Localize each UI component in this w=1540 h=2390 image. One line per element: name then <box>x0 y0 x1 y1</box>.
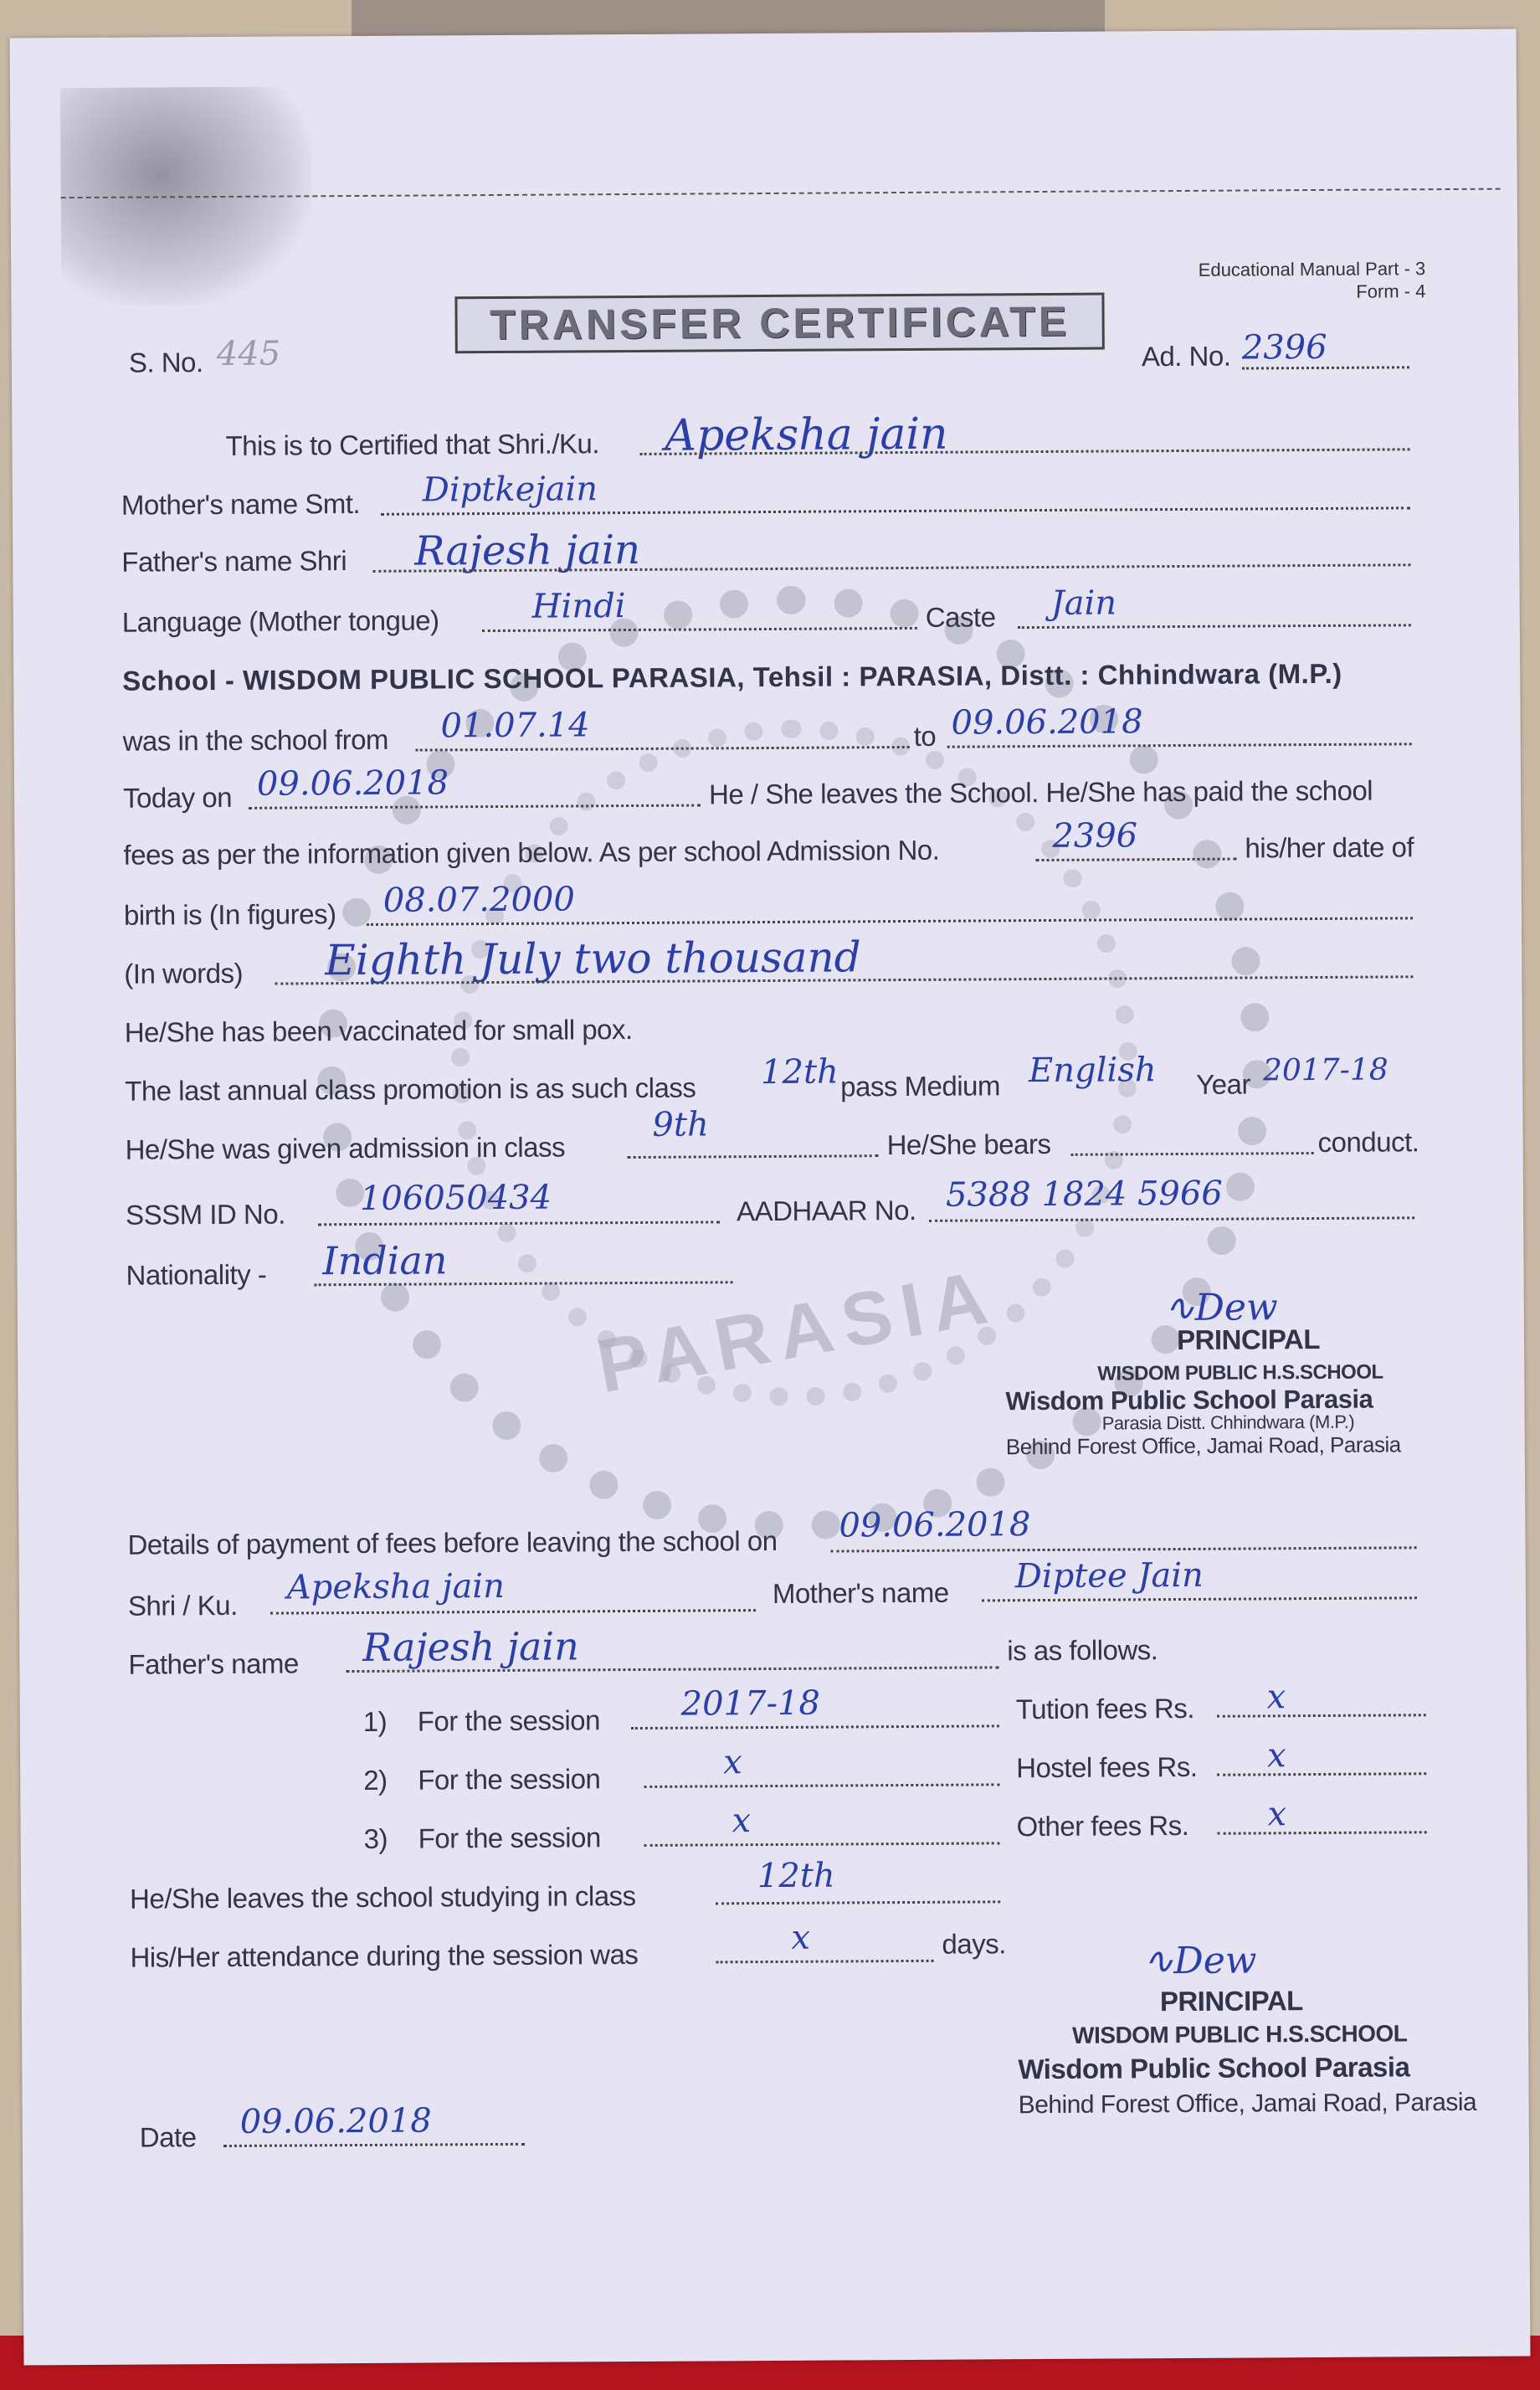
fees-row-num: 2) <box>363 1764 388 1796</box>
today-value: 09.06.2018 <box>256 763 449 804</box>
school-address-1b: Behind Forest Office, Jamai Road, Parasia <box>1005 1431 1401 1460</box>
fees-father-label: Father's name <box>128 1647 299 1680</box>
aadhaar-label: AADHAAR No. <box>736 1194 916 1227</box>
year-value: 2017-18 <box>1262 1052 1389 1088</box>
adno-dots <box>1242 366 1409 369</box>
school-stamp-text-2: WISDOM PUBLIC H.S.SCHOOL <box>1072 2020 1408 2048</box>
fees-row-fee-value: x <box>1267 1795 1287 1834</box>
attendance-dots <box>716 1960 934 1964</box>
nationality-value: Indian <box>322 1237 448 1284</box>
fees-row-session-dots <box>644 1842 1000 1847</box>
medium-value: English <box>1028 1051 1157 1091</box>
principal-title-1: PRINCIPAL <box>1176 1323 1321 1356</box>
words-label: (In words) <box>124 957 244 989</box>
aadhaar-value: 5388 1824 5966 <box>945 1174 1223 1215</box>
language-label: Language (Mother tongue) <box>121 604 439 638</box>
certificate-title: TRANSFER CERTIFICATE <box>454 293 1104 354</box>
date-label: Date <box>139 2121 197 2153</box>
school-name-2: Wisdom Public School Parasia <box>1018 2051 1410 2085</box>
attendance-label: His/Her attendance during the session was <box>130 1938 639 1973</box>
shri-value: Apeksha jain <box>286 1566 506 1607</box>
admitted-class: 9th <box>652 1105 709 1144</box>
caste-dots <box>1018 624 1411 629</box>
fees-father-value: Rajesh jain <box>362 1623 579 1670</box>
date-dots <box>223 2143 525 2147</box>
conduct-label: conduct. <box>1317 1126 1419 1158</box>
school-line: School - WISDOM PUBLIC SCHOOL PARASIA, Tehsil : PARASIA, Distt. : Chhindwara (M.P.) <box>122 657 1342 696</box>
school-stamp-text-1: WISDOM PUBLIC H.S.SCHOOL <box>1097 1360 1383 1385</box>
mother-name: Diptkejain <box>422 470 598 510</box>
birth-figures: 08.07.2000 <box>382 880 575 920</box>
fees-row-session-value: x <box>732 1801 752 1841</box>
fees-row-fee-label: Hostel fees Rs. <box>1016 1750 1198 1784</box>
promotion-class: 12th <box>760 1052 839 1092</box>
fees-row-fee-value: x <box>1266 1736 1286 1776</box>
fees-row-fee-value: x <box>1266 1678 1286 1717</box>
from-value: 01.07.14 <box>440 706 590 746</box>
caste-label: Caste <box>925 601 996 633</box>
birth-label: birth is (In figures) <box>123 898 336 931</box>
studying-dots <box>716 1900 1000 1904</box>
fees-mother-value: Diptee Jain <box>1014 1555 1204 1596</box>
today-label: Today on <box>122 781 233 814</box>
admitted-label: He/She was given admission in class <box>125 1131 566 1165</box>
studying-value: 12th <box>757 1856 835 1896</box>
fees-details-label: Details of payment of fees before leaving the school on <box>127 1524 778 1560</box>
from-label: was in the school from <box>122 723 389 757</box>
fees-row-num: 3) <box>363 1822 388 1854</box>
fees-row-session-label: For the session <box>417 1704 601 1737</box>
father-name: Rajesh jain <box>414 526 641 575</box>
sno-label: S. No. <box>128 347 203 378</box>
certificate-sheet <box>10 29 1531 2366</box>
school-address-2: Behind Forest Office, Jamai Road, Parasia <box>1018 2088 1477 2120</box>
principal-signature-1: ∿Dew <box>1163 1286 1278 1330</box>
to-value: 09.06.2018 <box>951 702 1143 743</box>
adno-value: 2396 <box>1241 327 1327 367</box>
fees-row-session-value: 2017-18 <box>680 1683 821 1724</box>
student-name: Apeksha jain <box>665 409 948 461</box>
school-name-1: Wisdom Public School Parasia <box>1005 1384 1373 1416</box>
manual-line2: Form - 4 <box>1356 280 1426 302</box>
date-value: 09.06.2018 <box>239 2101 432 2141</box>
school-address-1: Parasia Distt. Chhindwara (M.P.) <box>1101 1411 1355 1434</box>
sssm-label: SSSM ID No. <box>126 1198 285 1231</box>
adno-label: Ad. No. <box>1141 340 1231 373</box>
fees-row-fee-dots <box>1218 1831 1427 1835</box>
shri-dots <box>270 1609 756 1615</box>
birth-words: Eighth July two thousand <box>325 933 861 985</box>
to-label: to <box>913 720 937 752</box>
year-label: Year <box>1196 1068 1250 1100</box>
manual-reference <box>1091 257 1425 304</box>
fees-row-fee-label: Other fees Rs. <box>1016 1809 1189 1843</box>
fees-row-session-dots <box>631 1724 999 1730</box>
manual-line1: Educational Manual Part - 3 <box>1198 258 1426 280</box>
fees-row-fee-dots <box>1217 1772 1426 1776</box>
leaves-text: He / She leaves the School. He/She has paid the school <box>708 774 1373 810</box>
certified-label: This is to Certified that Shri./Ku. <box>225 428 600 461</box>
fees-mother-dots <box>982 1596 1417 1601</box>
pass-label: pass Medium <box>840 1070 1001 1102</box>
fees-details-date: 09.06.2018 <box>839 1505 1031 1545</box>
fees-date-dots <box>831 1546 1417 1552</box>
as-follows: is as follows. <box>1007 1634 1158 1667</box>
principal-signature-2: ∿Dew <box>1142 1939 1257 1983</box>
fees-mother-label: Mother's name <box>772 1576 949 1609</box>
fees-row-fee-dots <box>1217 1714 1426 1718</box>
seal-text: PARASIA <box>590 1254 1004 1410</box>
language-value: Hindi <box>531 587 626 626</box>
studying-label: He/She leaves the school studying in class <box>129 1879 636 1915</box>
fees-row-num: 1) <box>362 1705 388 1737</box>
father-label: Father's name Shri <box>121 545 347 578</box>
mother-label: Mother's name Smt. <box>121 487 361 521</box>
sno-value: 445 <box>216 334 281 374</box>
fees-row-session-dots <box>644 1783 999 1788</box>
principal-title-2: PRINCIPAL <box>1159 1985 1303 2017</box>
promotion-label: The last annual class promotion is as such class <box>125 1072 696 1107</box>
fees-row-session-value: x <box>722 1743 742 1782</box>
shri-label: Shri / Ku. <box>127 1589 238 1622</box>
admission-no: 2396 <box>1052 816 1138 856</box>
vaccinated-text: He/She has been vaccinated for small pox. <box>124 1014 633 1048</box>
fees-row-session-label: For the session <box>418 1763 601 1796</box>
days-label: days. <box>942 1928 1006 1960</box>
fees-text: fees as per the information given below. As per school Admission No. <box>123 834 940 871</box>
nationality-label: Nationality - <box>126 1258 267 1291</box>
fees-row-session-label: For the session <box>418 1822 601 1854</box>
fees-row-fee-label: Tution fees Rs. <box>1015 1692 1195 1725</box>
dob-suffix: his/her date of <box>1245 831 1414 864</box>
attendance-value: x <box>791 1918 811 1957</box>
caste-value: Jain <box>1050 583 1117 623</box>
sssm-value: 106050434 <box>359 1178 552 1218</box>
bears-label: He/She bears <box>886 1128 1051 1161</box>
